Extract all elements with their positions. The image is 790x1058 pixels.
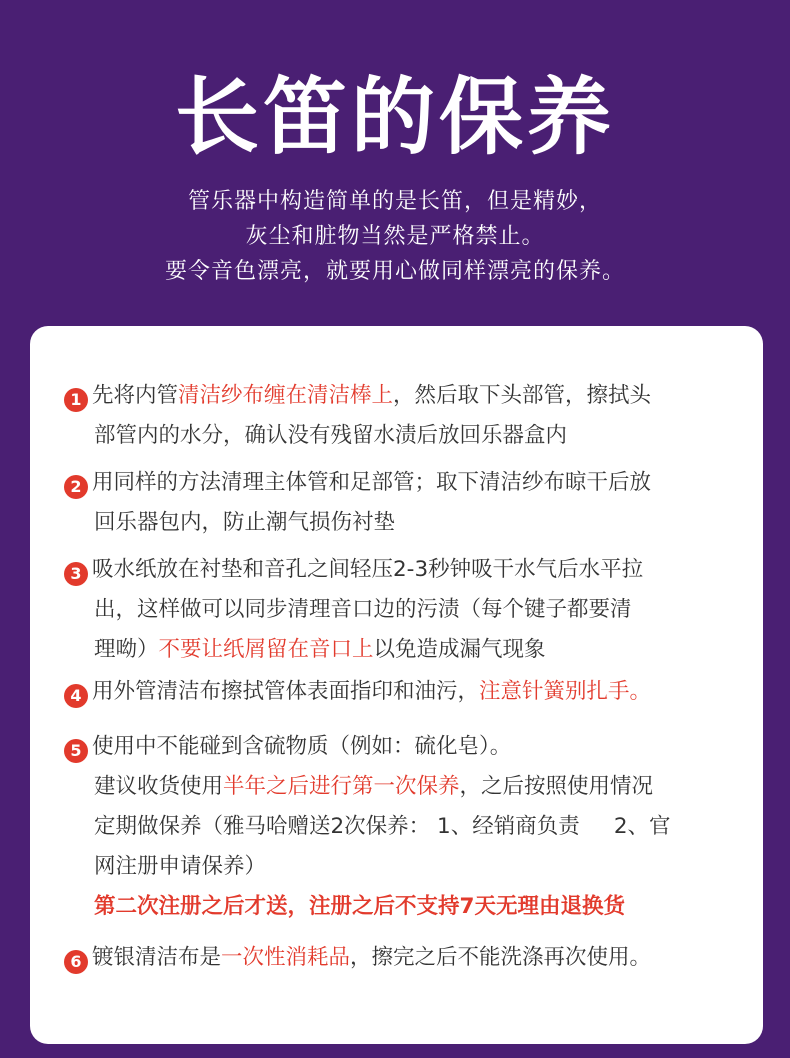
step-text: 镀银清洁布是 — [92, 945, 222, 970]
step-warning: 第二次注册之后才送，注册之后不支持7天无理由退换货 — [94, 894, 625, 919]
step-number-badge: 2 — [64, 475, 88, 499]
step-text: ，擦完之后不能洗涤再次使用。 — [350, 945, 652, 970]
step-highlight: 注意针簧别扎手。 — [479, 679, 652, 704]
step-number-badge: 3 — [64, 562, 88, 586]
step-text: 用外管清洁布擦拭管体表面指印和油污， — [92, 679, 480, 704]
intro-text — [0, 184, 790, 289]
step-text: 先将内管 — [92, 383, 179, 408]
step-highlight: 不要让纸屑留在音口上 — [158, 637, 374, 662]
step-highlight: 一次性消耗品 — [221, 945, 351, 970]
step-text: 定期做保养（雅马哈赠送2次保养： 1、经销商负责 2、官 — [94, 814, 671, 839]
care-step-4 — [64, 672, 744, 712]
intro-line: 要令音色漂亮，就要用心做同样漂亮的保养。 — [164, 259, 625, 284]
page-title: 长笛的保养 — [174, 68, 615, 166]
step-text: 网注册申请保养） — [94, 854, 267, 879]
step-text: 出，这样做可以同步清理音口边的污渍（每个键子都要清 — [94, 597, 632, 622]
step-text: 理呦） — [94, 637, 159, 662]
step-text: 使用中不能碰到含硫物质（例如：硫化皂）。 — [92, 734, 512, 759]
step-number-badge: 1 — [64, 388, 88, 412]
care-step-5 — [64, 727, 744, 927]
step-text: 用同样的方法清理主体管和足部管；取下清洁纱布晾干后放 — [92, 470, 652, 495]
step-number-badge: 5 — [64, 739, 88, 763]
care-step-2 — [64, 463, 744, 543]
step-text: 以免造成漏气现象 — [373, 637, 546, 662]
step-highlight: 清洁纱布缠在清洁棒上 — [178, 383, 394, 408]
intro-line: 管乐器中构造简单的是长笛，但是精妙， — [187, 189, 602, 214]
step-text: ，之后按照使用情况 — [459, 774, 654, 799]
step-text: 回乐器包内，防止潮气损伤衬垫 — [94, 510, 396, 535]
step-highlight: 半年之后进行第一次保养 — [223, 774, 460, 799]
care-step-1 — [64, 376, 744, 456]
step-text: ，然后取下头部管，擦拭头 — [393, 383, 652, 408]
step-number-badge: 6 — [64, 950, 88, 974]
step-text: 建议收货使用 — [94, 774, 224, 799]
care-step-6 — [64, 938, 744, 978]
intro-line: 灰尘和脏物当然是严格禁止。 — [245, 224, 545, 249]
step-text: 部管内的水分，确认没有残留水渍后放回乐器盒内 — [94, 423, 568, 448]
care-step-3 — [64, 550, 744, 670]
step-text: 吸水纸放在衬垫和音孔之间轻压2-3秒钟吸干水气后水平拉 — [92, 557, 644, 582]
step-number-badge: 4 — [64, 684, 88, 708]
